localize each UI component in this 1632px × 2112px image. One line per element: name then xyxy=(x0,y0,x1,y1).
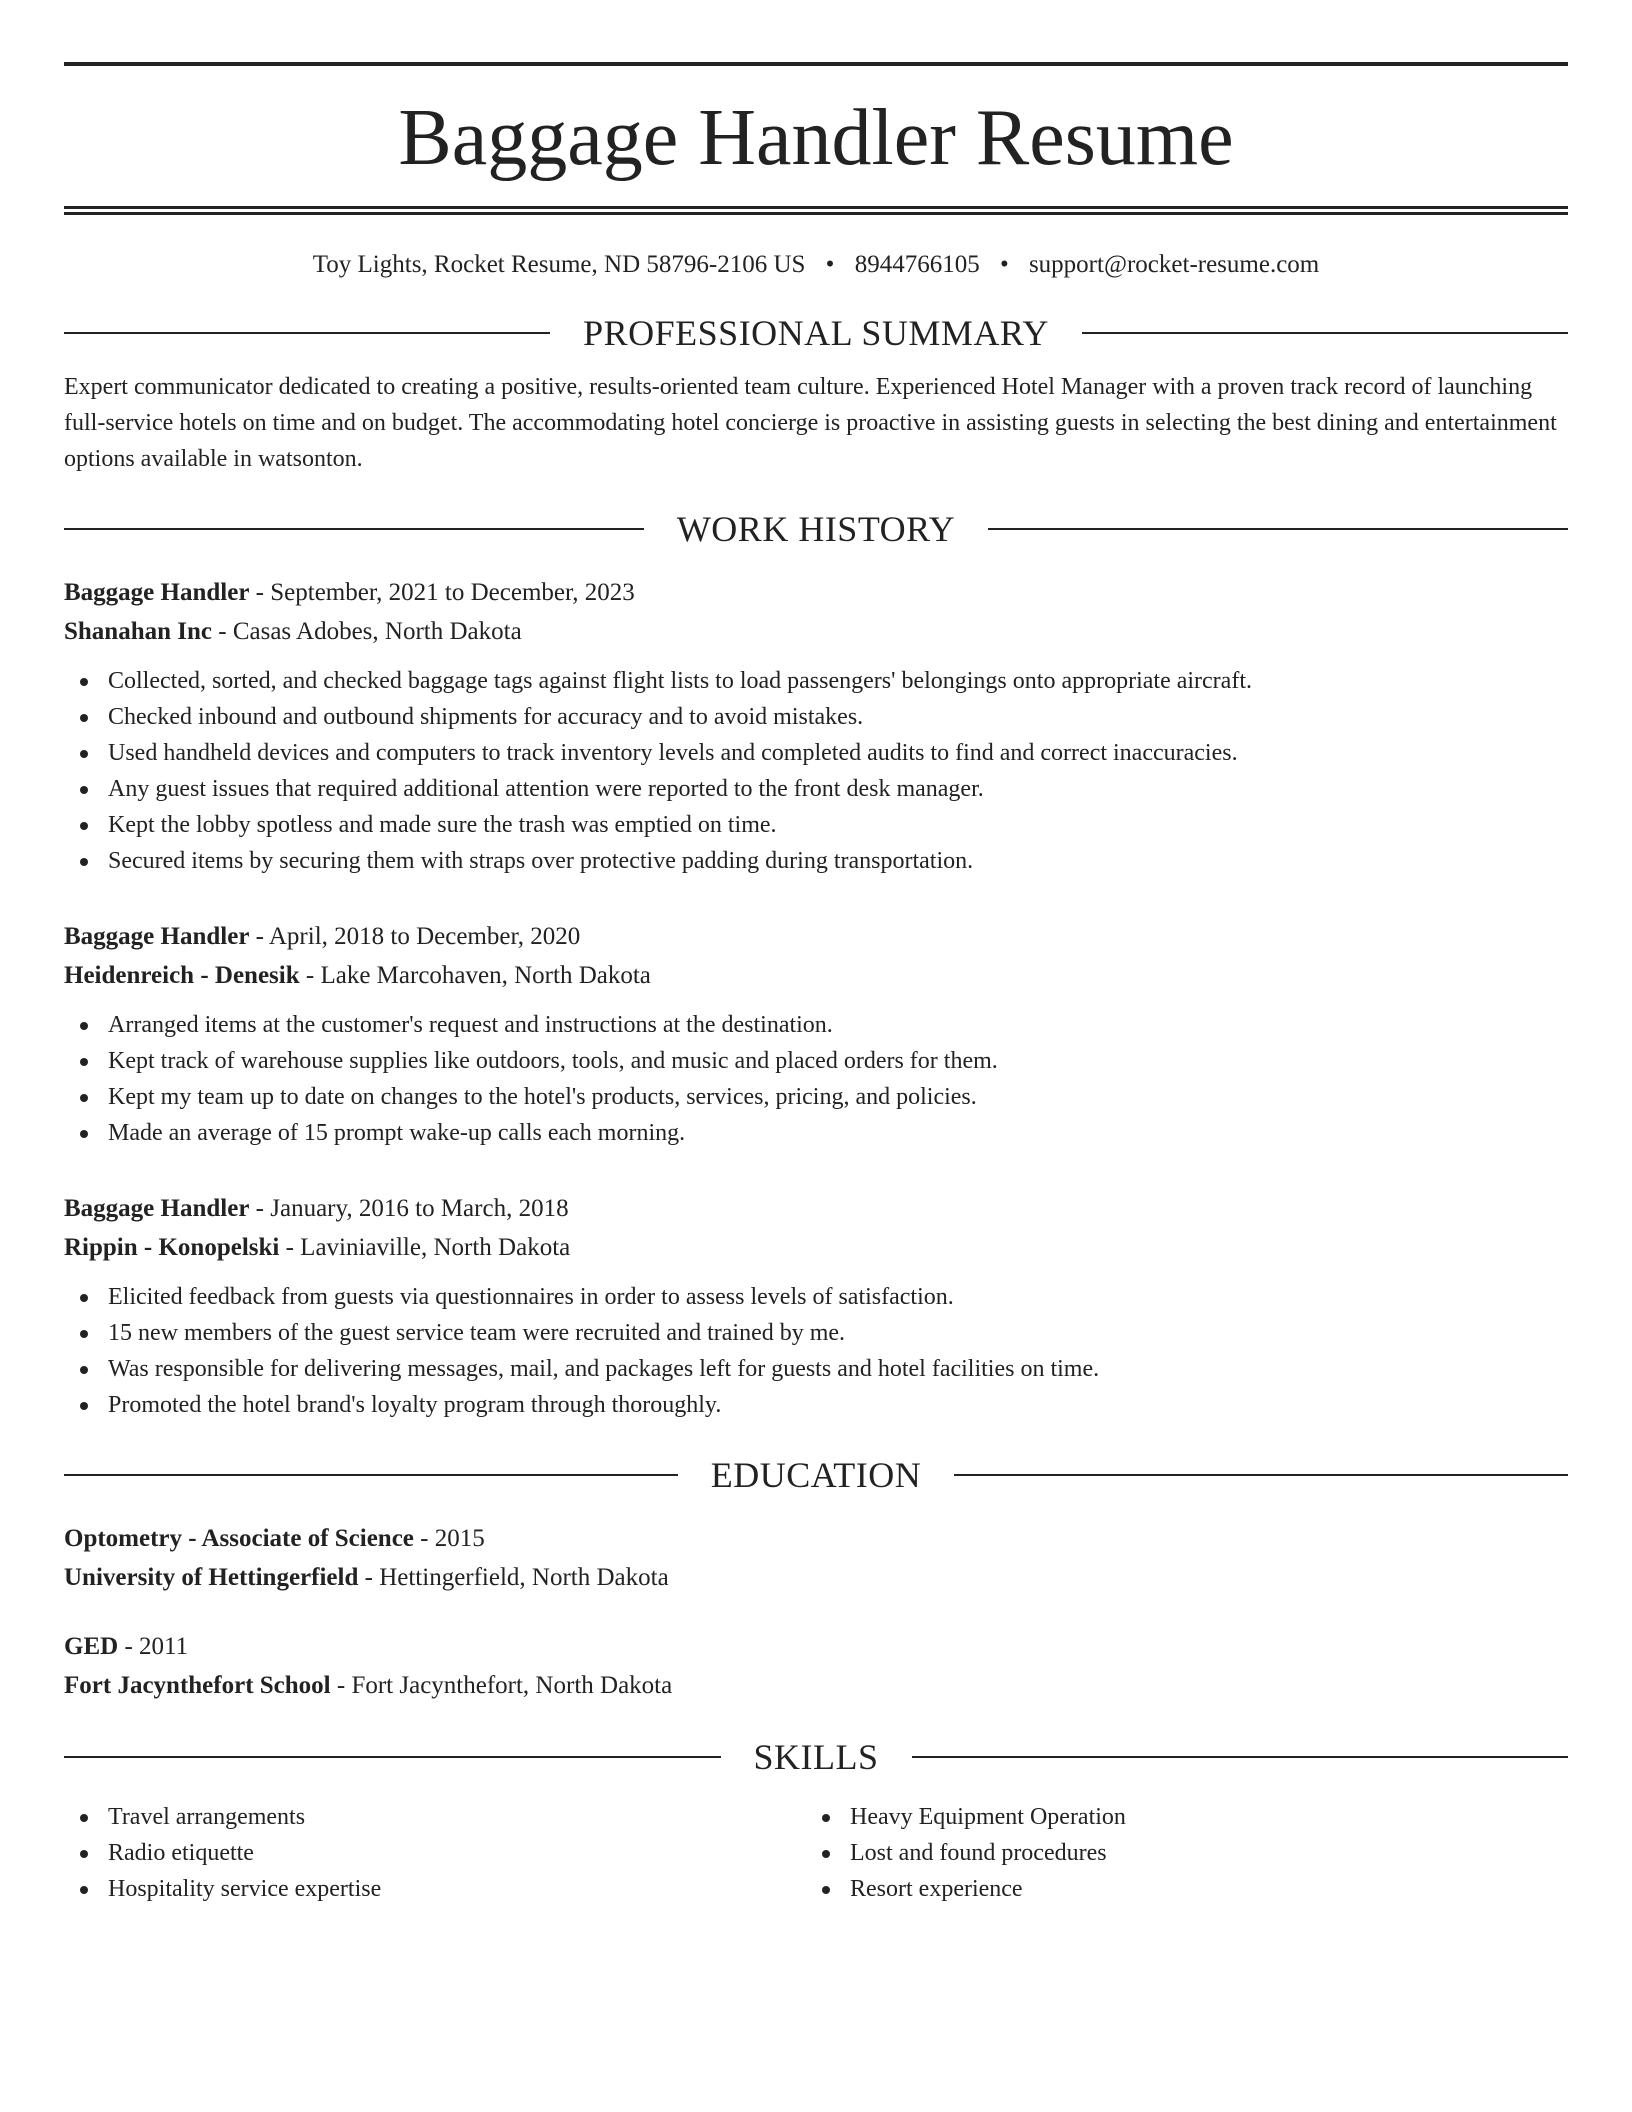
skill-item: Heavy Equipment Operation xyxy=(806,1799,1548,1835)
section-rule-left xyxy=(64,528,644,530)
job-company-line xyxy=(64,612,1568,651)
skill-item: Travel arrangements xyxy=(64,1799,806,1835)
job-dates: - April, 2018 to December, 2020 xyxy=(249,923,581,950)
job-title-line xyxy=(64,573,1568,612)
job-company: Shanahan Inc xyxy=(64,618,212,645)
list-item: Kept track of warehouse supplies like outdoors, tools, and music and placed orders for them. xyxy=(64,1043,1568,1079)
job-duties-list xyxy=(64,1007,1568,1151)
job-location: - Laviniaville, North Dakota xyxy=(279,1234,571,1261)
contact-phone: 8944766105 xyxy=(854,251,980,278)
job-location: - Lake Marcohaven, North Dakota xyxy=(299,962,651,989)
skills-columns xyxy=(64,1799,1568,1907)
list-item: Checked inbound and outbound shipments for accuracy and to avoid mistakes. xyxy=(64,699,1568,735)
skill-item: Hospitality service expertise xyxy=(64,1871,806,1907)
job-entry xyxy=(64,1189,1568,1423)
list-item: Collected, sorted, and checked baggage tags against flight lists to load passengers' belongings onto appropriate aircraft. xyxy=(64,663,1568,699)
job-title-line xyxy=(64,1189,1568,1228)
job-dates: - September, 2021 to December, 2023 xyxy=(249,579,635,606)
skills-list-right xyxy=(806,1799,1548,1907)
list-item: Used handheld devices and computers to track inventory levels and completed audits to find and correct inaccuracies. xyxy=(64,735,1568,771)
job-dates: - January, 2016 to March, 2018 xyxy=(249,1195,569,1222)
contact-address: Toy Lights, Rocket Resume, ND 58796-2106 US xyxy=(312,251,806,278)
list-item: Kept my team up to date on changes to the hotel's products, services, pricing, and policies. xyxy=(64,1079,1568,1115)
section-rule-left xyxy=(64,332,550,334)
education-entry xyxy=(64,1627,1568,1705)
education-location: - Hettingerfield, North Dakota xyxy=(358,1564,669,1591)
title-double-rule xyxy=(64,206,1568,215)
skill-item: Lost and found procedures xyxy=(806,1835,1548,1871)
section-header-summary xyxy=(64,311,1568,355)
education-school: University of Hettingerfield xyxy=(64,1564,359,1591)
job-entry xyxy=(64,573,1568,879)
job-duties-list xyxy=(64,1279,1568,1423)
job-title: Baggage Handler xyxy=(64,923,250,950)
resume-title: Baggage Handler Resume xyxy=(398,94,1234,182)
job-entry xyxy=(64,917,1568,1151)
education-degree: Optometry - Associate of Science xyxy=(64,1525,414,1552)
section-rule-right xyxy=(912,1756,1569,1758)
list-item: Promoted the hotel brand's loyalty program through thoroughly. xyxy=(64,1387,1568,1423)
section-rule-left xyxy=(64,1474,678,1476)
section-header-skills xyxy=(64,1735,1568,1779)
list-item: Made an average of 15 prompt wake-up calls each morning. xyxy=(64,1115,1568,1151)
education-degree-line xyxy=(64,1627,1568,1666)
list-item: Any guest issues that required additional attention were reported to the front desk manager. xyxy=(64,771,1568,807)
section-title-education: EDUCATION xyxy=(710,1455,922,1495)
job-location: - Casas Adobes, North Dakota xyxy=(212,618,522,645)
education-school-line xyxy=(64,1558,1568,1597)
job-company-line xyxy=(64,956,1568,995)
job-company: Heidenreich - Denesik xyxy=(64,962,300,989)
education-year: - 2015 xyxy=(413,1525,485,1552)
education-location: - Fort Jacynthefort, North Dakota xyxy=(330,1672,673,1699)
education-year: - 2011 xyxy=(118,1633,189,1660)
section-rule-left xyxy=(64,1756,721,1758)
job-duties-list xyxy=(64,663,1568,879)
job-company-line xyxy=(64,1228,1568,1267)
resume-page xyxy=(64,62,1568,1907)
education-entry xyxy=(64,1519,1568,1597)
contact-line xyxy=(64,249,1568,281)
section-header-work-history xyxy=(64,507,1568,551)
list-item: Was responsible for delivering messages, mail, and packages left for guests and hotel facilities on time. xyxy=(64,1351,1568,1387)
skills-list-left xyxy=(64,1799,806,1907)
list-item: Arranged items at the customer's request and instructions at the destination. xyxy=(64,1007,1568,1043)
education-degree-line xyxy=(64,1519,1568,1558)
job-title-line xyxy=(64,917,1568,956)
list-item: Elicited feedback from guests via questionnaires in order to assess levels of satisfaction. xyxy=(64,1279,1568,1315)
section-rule-right xyxy=(954,1474,1568,1476)
education-degree: GED xyxy=(64,1633,119,1660)
skill-item: Radio etiquette xyxy=(64,1835,806,1871)
job-company: Rippin - Konopelski xyxy=(64,1234,280,1261)
job-title: Baggage Handler xyxy=(64,579,250,606)
section-title-work-history: WORK HISTORY xyxy=(676,509,956,549)
education-school: Fort Jacynthefort School xyxy=(64,1672,331,1699)
list-item: Secured items by securing them with straps over protective padding during transportation. xyxy=(64,843,1568,879)
section-rule-right xyxy=(988,528,1568,530)
contact-email: support@rocket-resume.com xyxy=(1028,251,1320,278)
skill-item: Resort experience xyxy=(806,1871,1548,1907)
education-school-line xyxy=(64,1666,1568,1705)
list-item: 15 new members of the guest service team were recruited and trained by me. xyxy=(64,1315,1568,1351)
summary-paragraph: Expert communicator dedicated to creating a positive, results-oriented team culture. Experienced Hotel Manager with a proven track record of launching full-service hotels on time and on budget. The accommodating hotel concierge is proactive in assisting guests in selecting the best dining and entertainment options available in watsonton. xyxy=(64,374,1557,472)
section-header-education xyxy=(64,1453,1568,1497)
section-title-skills: SKILLS xyxy=(753,1737,879,1777)
section-title-summary: PROFESSIONAL SUMMARY xyxy=(583,313,1049,353)
job-title: Baggage Handler xyxy=(64,1195,250,1222)
list-item: Kept the lobby spotless and made sure the trash was emptied on time. xyxy=(64,807,1568,843)
section-rule-right xyxy=(1082,332,1568,334)
contact-separator: • xyxy=(825,251,835,278)
contact-separator: • xyxy=(999,251,1009,278)
